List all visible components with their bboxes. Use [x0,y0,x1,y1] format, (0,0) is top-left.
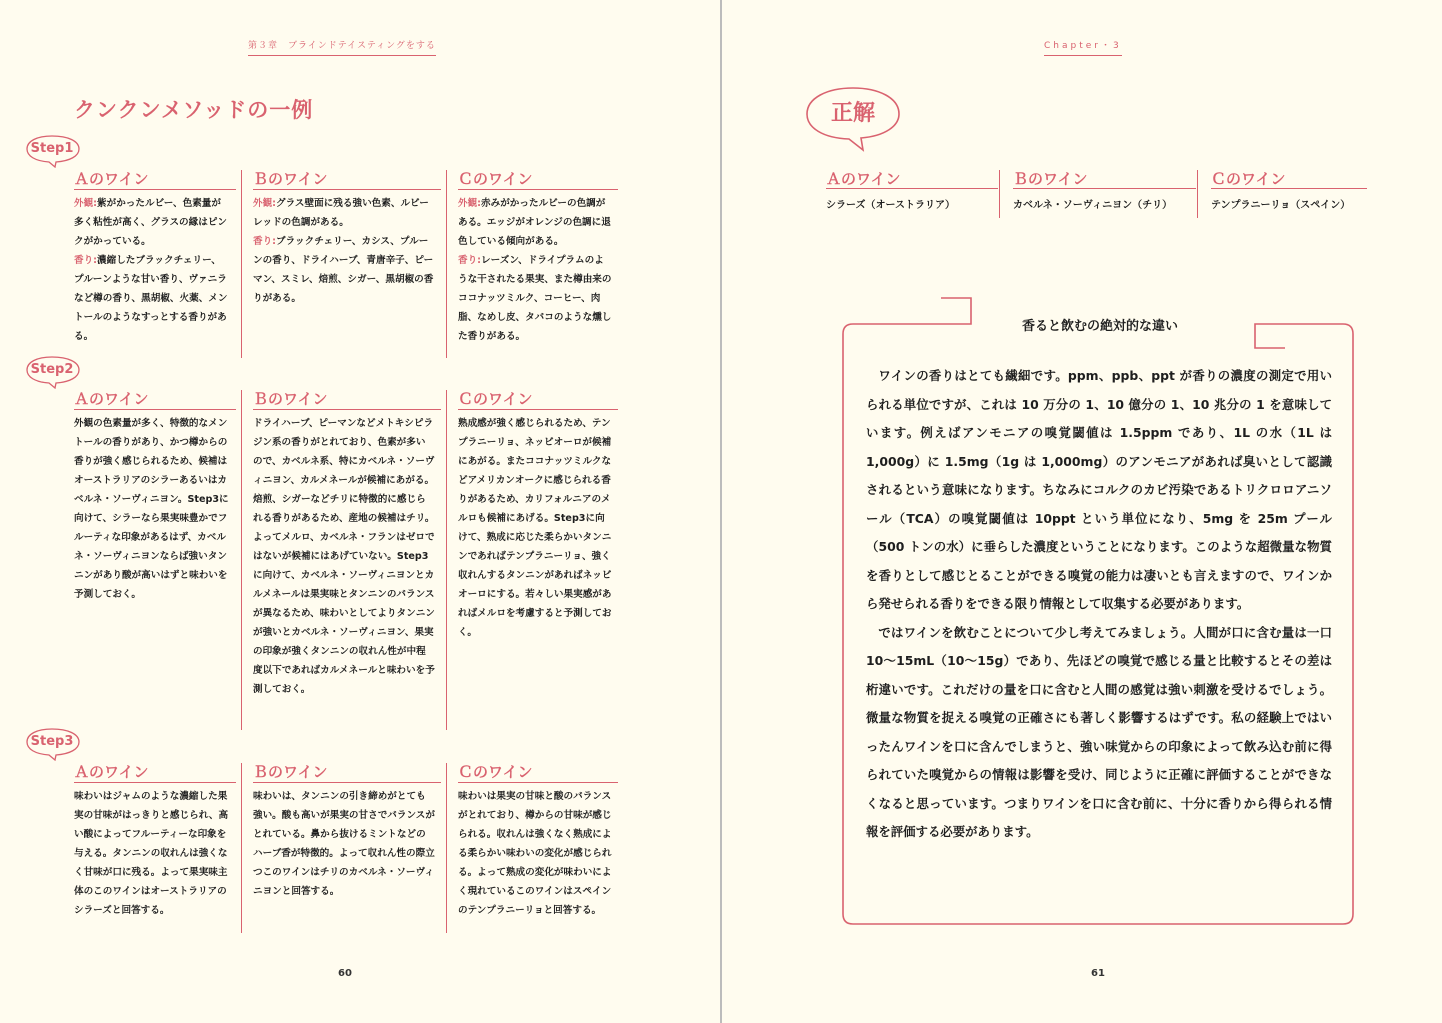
col-body: 外観:赤みがかったルビーの色調がある。エッジがオレンジの色調に退色している傾向がある。 香り:レーズン、ドライプラムのような干されたる果実、また樽由来のココナッツミルク、コーヒー、肉脂、なめし皮、タバコのような燻した香りがある。 [458,198,612,342]
answer-col-c [1211,168,1367,211]
divider [446,170,447,358]
col-body: 外観の色素量が多く、特徴的なメントールの香りがあり、かつ樽からの香りが強く感じられるため、候補はオーストラリアのシラーあるいはカベルネ・ソーヴィニヨン。Step3に向けて、シラーなら果実味豊かでフルーティな印象があるはず、カベルネ・ソーヴィニヨンならば強いタンニンがあり酸が高いはずと味わいを予測しておく。 [74,418,229,600]
col-head: Ｃのワイン [458,390,533,408]
answer-bubble [805,86,901,150]
step2-col-a [74,388,236,604]
step3-col-b [253,761,441,901]
col-head: Ａのワイン [74,390,149,408]
answer-head: Ｃのワイン [1211,170,1286,188]
section-title: クンクンメソッドの一例 [74,98,314,122]
step3-col-a [74,761,236,920]
col-body: 熟成感が強く感じられるため、テンプラニーリョ、ネッビオーロが候補にあがる。またココナッツミルクなどアメリカンオークに感じられる香りがあるため、カリフォルニアのメルロも候補にあげる。Step3に向けて、熟成に応じた柔らかいタンニンであればテンプラニーリョ、強く収れんするタンニンがあればネッビオーロにする。若々しい果実感があればメルロを考慮すると予測しておく。 [458,418,612,638]
divider [241,170,242,358]
box-paragraph: ではワインを飲むことについて少し考えてみましょう。人間が口に含む量は一口 10～15mL（10～15g）であり、先ほどの嗅覚で感じる量と比較するとその差は桁違いです。これだけの量を口に含むと人間の感覚は強い刺激を受けるでしょう。微量な物質を捉える嗅覚の正確さにも著しく影響するはずです。私の経験上ではいったんワインを口に含んでしまうと、強い味覚からの印象によって飲み込む前に得られていた嗅覚からの情報は影響を受け、同じように正確に評価することができなくなると思っています。つまりワインを口に含む前に、十分に香りから得られる情報を評価する必要があります。 [866,624,1332,839]
col-head: Ｃのワイン [458,170,533,188]
step2-col-b [253,388,441,699]
answer-col-b [1013,168,1196,211]
step2-col-c [458,388,618,642]
page-number-right: 61 [1091,968,1105,979]
answer-head: Ｂのワイン [1013,170,1088,188]
answer-label: 正解 [830,101,875,126]
answer-value: シラーズ（オーストラリア） [826,200,955,211]
col-head: Ａのワイン [74,170,149,188]
col-head: Ｂのワイン [253,170,328,188]
step1-bubble [25,134,79,164]
col-body: 外観:グラス壁面に残る強い色素、ルビーレッドの色調がある。 香り:ブラックチェリー、カシス、プルーンの香り、ドライハーブ、青唐辛子、ピーマン、スミレ、焙煎、シガー、黒胡椒の香りがある。 [253,198,434,304]
divider [446,390,447,730]
step3-label: Step3 [30,734,74,749]
box-body [866,362,1332,847]
divider [999,170,1000,218]
col-body: 外観:紫がかったルビー、色素量が多く粘性が高く、グラスの縁はピンクがかっている。 香り:濃縮したブラックチェリー、プルーンような甘い香り、ヴァニラなど樽の香り、黒胡椒、火薬、メントールのようなすっとする香りがある。 [74,198,228,342]
running-head-right: Chapter・3 [1044,38,1122,56]
col-head: Ｂのワイン [253,390,328,408]
col-body: ドライハーブ、ピーマンなどメトキシピラジン系の香りがとれており、色素が多いので、カベルネ系、特にカベルネ・ソーヴィニヨン、カルメネールが候補にあがる。焙煎、シガーなどチリに特徴的に感じられる香りがあるため、産地の候補はチリ。よってメルロ、カベルネ・フランはゼロではないが候補にはあげていない。Step3に向けて、カベルネ・ソーヴィニヨンとカルメネールは果実味とタンニンのバランスが異なるため、味わいとしてよりタンニンが強いとカベルネ・ソーヴィニヨン、果実の印象が強くタンニンの収れん性が中程度以下であればカルメネールと味わいを予測しておく。 [253,418,435,695]
step3-bubble [25,727,79,757]
page-number-left: 60 [338,968,352,979]
running-head-left: 第３章 ブラインドテイスティングをする [248,38,436,56]
answer-head: Ａのワイン [826,170,901,188]
box-paragraph: ワインの香りはとても繊細です。ppm、ppb、ppt が香りの濃度の測定で用いられる単位ですが、これは 10 万分の 1、10 億分の 1、10 兆分の 1 を意味しています。例えばアンモニアの嗅覚閾値は 1.5ppm であり、1L の水（1L は 1,000g）に 1.5mg（1g は 1,000mg）のアンモニアがあれば臭いとして認識されるという意味になります。ちなみにコルクのカビ汚染であるトリクロロアニソール（TCA）の嗅覚閾値は 10ppt という単位になり、5mg を 25m プール（500 トンの水）に垂らした濃度ということになります。このような超微量な物質を香りとして感じとることができる嗅覚の能力は凄いとも言えますので、ワインから発せられる香りをできる限り情報として収集する必要があります。 [866,368,1332,611]
col-body: 味わいは果実の甘味と酸のバランスがとれており、樽からの甘味が感じられる。収れんは強くなく熟成による柔らかい味わいの変化が感じられる。よって熟成の変化が味わいによく現れているこのワインはスペインのテンプラニーリョと回答する。 [458,791,612,916]
box-title: 香ると飲むの絶対的な違い [1021,319,1178,334]
step1-col-c [458,168,618,346]
step1-label: Step1 [30,141,74,156]
col-body: 味わいはジャムのような濃縮した果実の甘味がはっきりと感じられ、高い酸によってフルーティーな印象を与える。タンニンの収れんは強くなく甘味が口に残る。よって果実味主体のこのワインはオーストラリアのシラーズと回答する。 [74,791,229,916]
divider [241,763,242,933]
answer-value: カベルネ・ソーヴィニヨン（チリ） [1013,200,1173,211]
col-body: 味わいは、タンニンの引き締めがとても強い。酸も高いが果実の甘さでバランスがとれている。鼻から抜けるミントなどのハーブ香が特徴的。よって収れん性の際立つこのワインはチリのカベルネ・ソーヴィニヨンと回答する。 [253,791,435,897]
step2-bubble [25,355,79,385]
step2-label: Step2 [30,362,74,377]
step3-col-c [458,761,618,920]
step1-col-b [253,168,441,308]
divider [1197,170,1198,218]
col-head: Ａのワイン [74,763,149,781]
step1-col-a [74,168,236,346]
answer-col-a [826,168,998,211]
col-head: Ｂのワイン [253,763,328,781]
divider [241,390,242,730]
answer-value: テンプラニーリョ（スペイン） [1211,200,1351,211]
col-head: Ｃのワイン [458,763,533,781]
divider [446,763,447,933]
